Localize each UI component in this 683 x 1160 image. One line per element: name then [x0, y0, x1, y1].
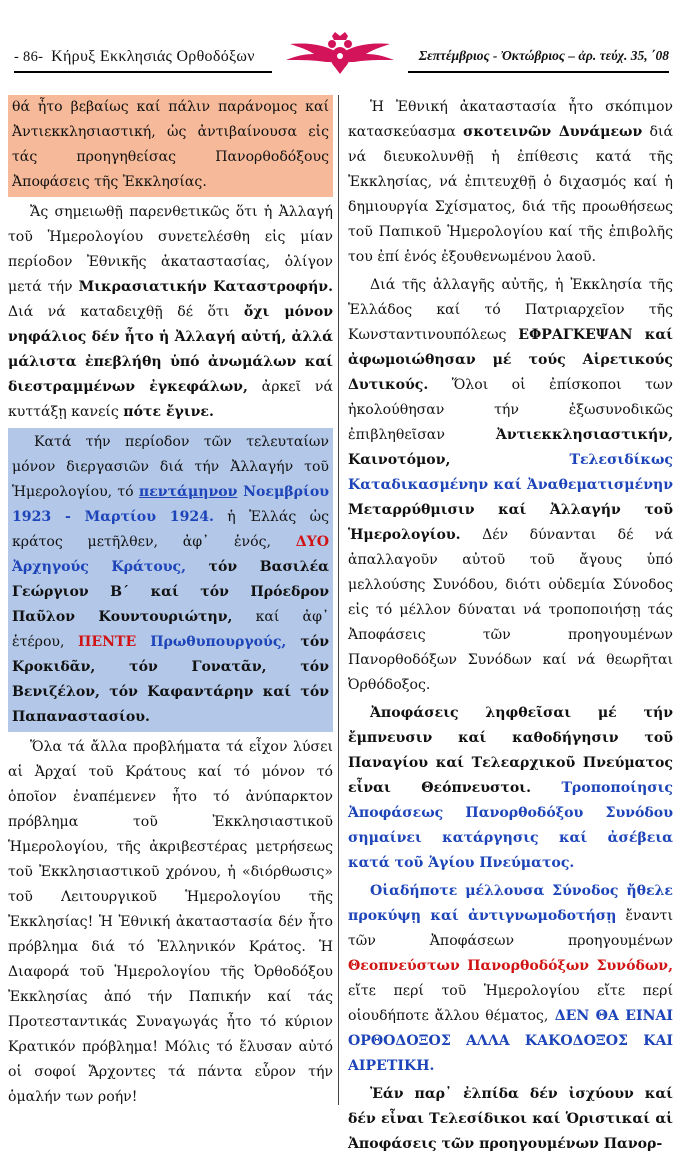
text-run: ἡ Ἑλλάς ὡς κράτος μετῆλθεν, ἀφ᾽ ἑνός, [12, 509, 330, 550]
text-run: Ἄς σημειωθῇ παρενθετικῶς ὅτι ἡ Ἀλλαγή τοῦ Ἡμερολογίου συνετελέσθη εἰς μίαν περίοδον Ἐθνικῆς ἀκαταστασίας, ὀλίγον μετά τήν [8, 204, 333, 295]
publication-title: Κήρυξ Εκκλησιάς Ορθοδόξων [51, 48, 255, 65]
text-run: Κατά τήν περίοδον τῶν τελευταίων μόνον διεργασιῶν διά τήν Ἀλλαγήν τοῦ Ἡμερολογίου, τό [12, 434, 329, 500]
text-run: Διά τῆς ἀλλαγῆς αὐτῆς, ἡ Ἐκκλησία τῆς Ἑλλάδος καί τό Πατριαρχεῖον τῆς Κωνσταντινουπόλεως [348, 277, 673, 343]
left-paragraph-2 [8, 200, 333, 425]
bold-run: ὄχι μόνον νηφάλιος δέν ἦτο ἡ Ἀλλαγή αὐτή, ἀλλά μάλιστα ἐπεβλήθη ὑπό ἀνωμάλων καί διεστραμμένων ἐγκεφάλων, [8, 304, 333, 395]
blue-run: Οἱαδήποτε μέλλουσα Σύνοδος ἤθελε προκύψῃ καί ἀντιγνωμοδοτήσῃ [348, 883, 673, 924]
right-paragraph-3 [348, 701, 673, 876]
blue-run: ΔΕΝ ΘΑ ΕΙΝΑΙ ΟΡΘΟΔΟΞΟΣ ΑΛΛΑ ΚΑΚΟΔΟΞΟΣ ΚΑΙ ΑΙΡΕΤΙΚΗ. [348, 1008, 673, 1074]
page-number: - 86- [14, 49, 44, 65]
bold-run: σκοτεινῶν Δυνάμεων [462, 124, 643, 140]
bold-run: ΕΦΡΑΓΚΕΨΑΝ καί ἀφωμοιώθησαν μέ τούς Αἱρετικούς Δυτικούς. [348, 327, 674, 393]
bold-run: Ἀποφάσεις ληφθεῖσαι μέ τήν ἔμπνευσιν καί καθοδήγησιν τοῦ Παναγίου καί Τελεαρχικοῦ Πνεύματος εἶναι Θεόπνευστοι. [348, 705, 673, 796]
underlined-run: πεντάμηνον [138, 484, 238, 500]
left-paragraph-4: Ὅλα τά ἄλλα προβλήματα τά εἶχον λύσει αἱ Ἀρχαί τοῦ Κράτους καί τό μόνον τό ὁποῖον ἐναπέμενεν ἦτο τό ἀνύπαρκτον πρόβλημα τοῦ Ἐκκλησιαστικοῦ Ἡμερολογίου, τῆς ἀκριβεστέρας μετρήσεως τοῦ Ἐκκλησιαστικοῦ χρόνου, ἡ «διόρθωσις» τοῦ Λειτουργικοῦ Ἡμερολογίου τῆς Ἐκκλησίας! Ἡ Ἐθνική ἀκαταστασία δέν ἦτο πρόβλημα διά τό Ἑλληνικόν Κράτος. Ἡ Διαφορά τοῦ Ἡμερολογίου τῆς Ὀρθοδόξου Ἐκκλησίας ἀπό τήν Παπικήν καί τάς Προτεσταντικάς Συναγωγάς ἦτο τό κύριον Κρατικόν πρόβλημα! Μόλις τό ἔλυσαν αὐτό οἱ σοφοί Ἄρχοντες τά πάντα εὗρον τήν ὁμαλήν των ροήν! [8, 739, 333, 1105]
column-divider [338, 95, 339, 1105]
header-rule-right [408, 71, 669, 73]
right-column [348, 95, 673, 1160]
double-headed-eagle-icon [268, 32, 412, 74]
red-run: Θεοπνεύστων Πανορθοδόξων Συνόδων, [348, 958, 673, 974]
blue-run: Τροποποίησις Ἀποφάσεως Πανορθοδόξου Συνόδου σημαίνει κατάργησις καί ἀσέβεια κατά τοῦ Ἁγίου Πνεύματος. [348, 780, 673, 871]
red-run: ΠΕΝΤΕ [78, 634, 137, 650]
issue-info: Σεπτέμβριος - Ὀκτώβριος – ἀρ. τεύχ. 35, ΄08 [418, 48, 669, 63]
bold-run: τόν Βασιλέα Γεώργιον Β΄ καί τόν Πρόεδρον Παῦλον Κουντουριώτην, [12, 559, 329, 625]
right-paragraph-2 [348, 273, 673, 698]
text-run: εἴτε περί τοῦ Ἡμερολογίου εἴτε περί οἱουδήποτε ἄλλου θέματος, [348, 983, 673, 1024]
blue-run: Πρωθυπουργούς, [136, 634, 287, 650]
text-run: ἀρκεῖ νά κυττάξῃ κανείς [8, 379, 333, 420]
text-run: ἔναντι τῶν Ἀποφάσεων προηγουμένων [348, 908, 673, 949]
bold-run: Μικρασιατικήν Καταστροφήν. [78, 279, 333, 295]
left-paragraph-1: θά ἦτο βεβαίως καί πάλιν παράνομος καί Ἀντιεκκλησιαστική, ὡς ἀντιβαίνουσα εἰς τάς προηγηθείσας Πανορθοδόξους Ἀποφάσεις τῆς Ἐκκλησίας. [8, 95, 333, 197]
text-run: Δέν δύνανται δέ νά ἀπαλλαγοῦν αὐτοῦ τοῦ ἄγους ὑπό μελλούσης Συνόδου, διότι οὐδεμία Σύνοδος εἰς τό μέλλον δύναται νά τροποποιήσῃ τάς Ἀποφάσεις τῶν προηγουμένων Πανορθοδόξων Συνόδων καί νά θεωρῆται Ὀρθόδοξος. [348, 527, 673, 693]
red-run: ΔΥΟ [295, 534, 329, 550]
left-column [8, 95, 333, 1113]
running-header [0, 38, 683, 72]
bold-run: τόν Κροκιδᾶν, τόν Γονατᾶν, τόν Βενιζέλον, τόν Καφαντάρην καί τόν Παπαναστασίου. [12, 634, 329, 725]
blue-run: Τελεσιδίκως Καταδικασμένην καί Ἀναθεματισμένην [348, 452, 673, 493]
left-paragraph-3 [8, 428, 333, 732]
bold-run: Ἀντιεκκλησιαστικήν, Καινοτόμον, [348, 427, 673, 468]
right-paragraph-5: Ἐάν παρ᾽ ἐλπίδα δέν ἰσχύουν καί δέν εἶναι Τελεσίδικοι καί Ὁριστικαί αἱ Ἀποφάσεις τῶν προηγουμένων Πανορ- [348, 1086, 673, 1152]
header-rule-left [14, 71, 272, 73]
text-run: Ἡ Ἐθνική ἀκαταστασία ἦτο σκόπιμον κατασκεύασμα [348, 99, 673, 140]
bold-run: πότε ἔγινε. [123, 404, 214, 420]
header-left [14, 48, 255, 66]
right-paragraph-1 [348, 95, 673, 270]
text-run: Ὅλοι οἱ ἐπίσκοποι των ἠκολούθησαν τήν ἐξωσυνοδικῶς ἐπιβληθεῖσαν [348, 377, 673, 443]
bold-run: Μεταρρύθμισιν καί Ἀλλαγήν τοῦ Ἡμερολογίου. [348, 502, 673, 543]
text-run: Διά νά καταδειχθῇ δέ ὅτι [8, 304, 244, 320]
blue-run: Ἀρχηγούς Κράτους, [12, 559, 187, 575]
blue-run: Νοεμβρίου 1923 - Μαρτίου 1924. [12, 484, 329, 525]
text-run: καί ἀφ᾽ ἑτέρου, [12, 609, 329, 650]
text-run: διά νά διευκολυνθῇ ἡ ἐπίθεσις κατά τῆς Ἐκκλησίας, νά ἐπιτευχθῇ ὁ διχασμός καί ἡ δημιουργία Σχίσματος, διά τῆς προωθήσεως τοῦ Παπικοῦ Ἡμερολογίου καί τῆς ἐπιβολῆς του ἐπί ἑνός ἐξουθενωμένου λαοῦ. [348, 124, 674, 265]
right-paragraph-4 [348, 879, 673, 1079]
